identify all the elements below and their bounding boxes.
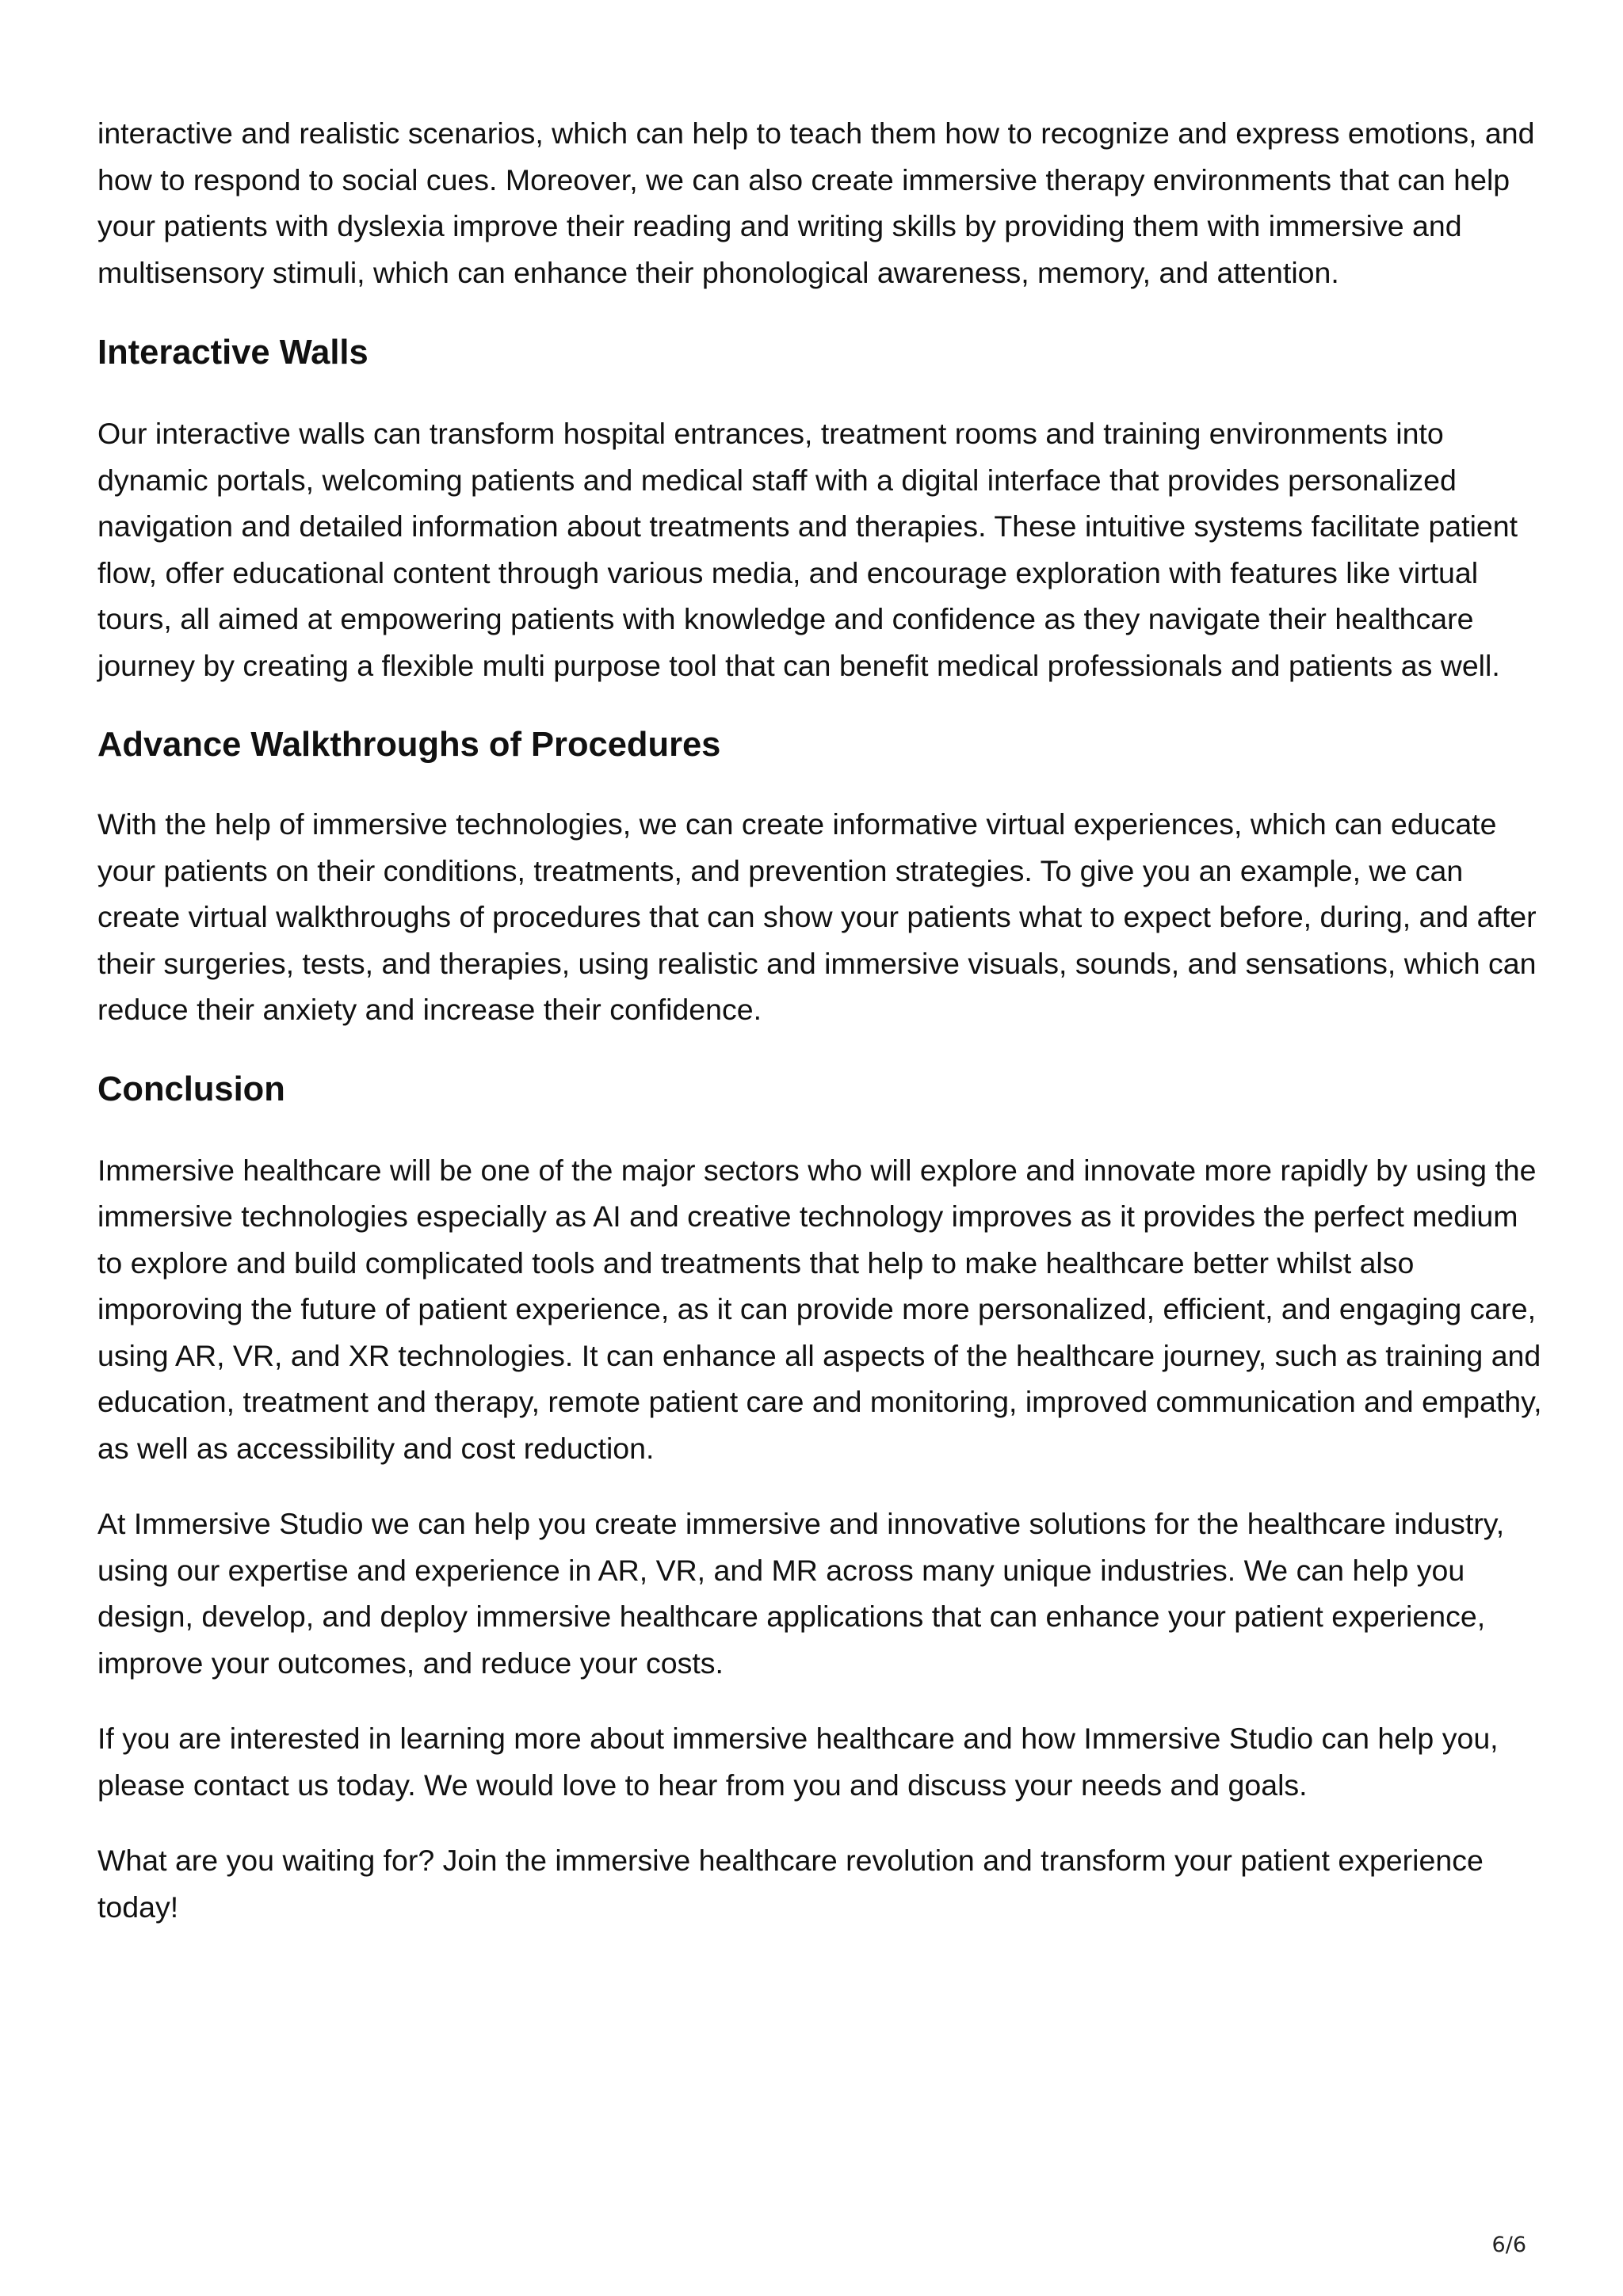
paragraph-conclusion-3: If you are interested in learning more about immersive healthcare and how Immersive Studio can help you, please contact us today. We would love to hear from you and discuss your needs and goals. (97, 1722, 1499, 1802)
heading-interactive-walls: Interactive Walls (97, 334, 369, 372)
heading-advance-walkthroughs: Advance Walkthroughs of Procedures (97, 726, 721, 764)
heading-conclusion: Conclusion (97, 1070, 285, 1108)
paragraph-conclusion-1: Immersive healthcare will be one of the major sectors who will explore and innovate more rapidly by using the immersive technologies especially as AI and creative technology improves as it provides the perfect medium to explore and build complicated tools and treatments that help to make healthcare better whilst also imporoving the future of patient experience, as it can provide more personalized, efficient, and engaging care, using AR, VR, and XR technologies. It can enhance all aspects of the healthcare journey, such as training and education, treatment and therapy, remote patient care and monitoring, improved communication and empathy, as well as accessibility and cost reduction. (97, 1153, 1542, 1465)
intro-paragraph: interactive and realistic scenarios, which can help to teach them how to recognize and express emotions, and how to respond to social cues. Moreover, we can also create immersive therapy environments that can help your patients with dyslexia improve their reading and writing skills by providing them with immersive and multisensory stimuli, which can enhance their phonological awareness, memory, and attention. (97, 116, 1535, 289)
page-number: 6/6 (1491, 2233, 1526, 2257)
article-body (97, 110, 1545, 1930)
paragraph-conclusion-2: At Immersive Studio we can help you create immersive and innovative solutions for the healthcare industry, using our expertise and experience in AR, VR, and MR across many unique industries. We can help you design, develop, and deploy immersive healthcare applications that can enhance your patient experience, improve your outcomes, and reduce your costs. (97, 1507, 1505, 1680)
paragraph-interactive-walls: Our interactive walls can transform hospital entrances, treatment rooms and training environments into dynamic portals, welcoming patients and medical staff with a digital interface that provides personalized navigation and detailed information about treatments and therapies. These intuitive systems facilitate patient flow, offer educational content through various media, and encourage exploration with features like virtual tours, all aimed at empowering patients with knowledge and confidence as they navigate their healthcare journey by creating a flexible multi purpose tool that can benefit medical professionals and patients as well. (97, 417, 1518, 682)
paragraph-advance-walkthroughs: With the help of immersive technologies, we can create informative virtual experiences, which can educate your patients on their conditions, treatments, and prevention strategies. To give you an example, we can create virtual walkthroughs of procedures that can show your patients what to expect before, during, and after their surgeries, tests, and therapies, using realistic and immersive visuals, sounds, and sensations, which can reduce their anxiety and increase their confidence. (97, 807, 1537, 1026)
paragraph-conclusion-4: What are you waiting for? Join the immersive healthcare revolution and transform your patient experience today! (97, 1844, 1484, 1924)
